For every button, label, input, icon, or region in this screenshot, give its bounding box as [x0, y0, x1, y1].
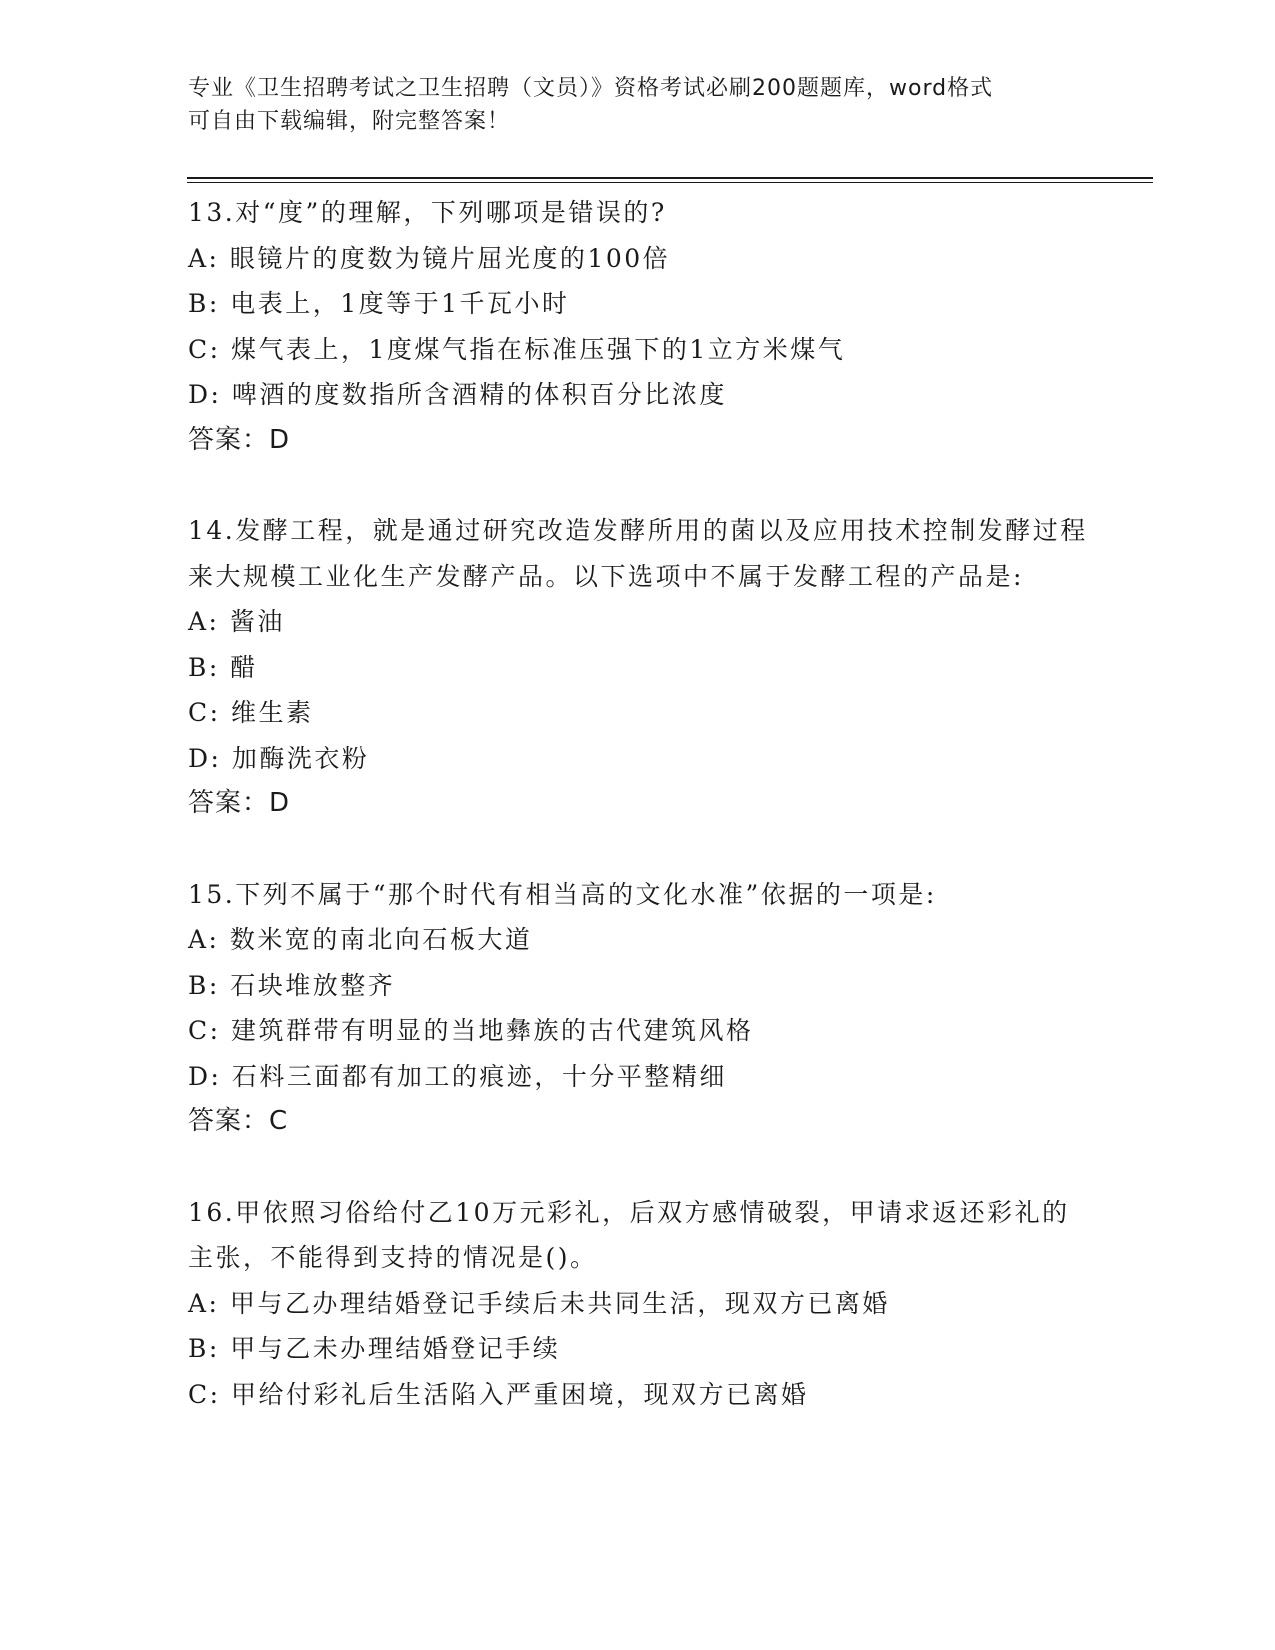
question-stem: 13.对“度”的理解，下列哪项是错误的? [188, 198, 667, 227]
answer: 答案：D [188, 788, 291, 818]
option-c: C: 煤气表上，1度煤气指在标准压强下的1立方米煤气 [188, 334, 846, 364]
question-list [188, 190, 1088, 1417]
question-16 [188, 1190, 1088, 1418]
question-stem: 14.发酵工程，就是通过研究改造发酵所用的菌以及应用技术控制发酵过程来大规模工业化生产发酵产品。以下选项中不属于发酵工程的产品是: [188, 516, 1088, 591]
question-stem: 16.甲依照习俗给付乙10万元彩礼，后双方感情破裂，甲请求返还彩礼的主张，不能得到支持的情况是()。 [188, 1197, 1070, 1272]
option-a: A: 数米宽的南北向石板大道 [188, 925, 533, 954]
document-header [188, 72, 1068, 138]
option-b: B: 醋 [188, 652, 258, 682]
option-c: C: 甲给付彩礼后生活陷入严重困境，现双方已离婚 [188, 1379, 809, 1409]
option-c: C: 建筑群带有明显的当地彝族的古代建筑风格 [188, 1016, 754, 1045]
header-line-1: 专业《卫生招聘考试之卫生招聘（文员）》资格考试必刷200题题库，word格式 [188, 76, 994, 101]
header-line-2: 可自由下载编辑，附完整答案！ [188, 109, 511, 134]
option-b: B: 甲与乙未办理结婚登记手续 [188, 1334, 561, 1363]
option-b: B: 电表上，1度等于1千瓦小时 [188, 289, 570, 318]
question-13 [188, 190, 1088, 463]
option-a: A: 眼镜片的度数为镜片屈光度的100倍 [188, 243, 671, 273]
question-stem: 15.下列不属于“那个时代有相当高的文化水准”依据的一项是: [188, 879, 937, 909]
question-14 [188, 508, 1088, 827]
option-a: A: 甲与乙办理结婚登记手续后未共同生活，现双方已离婚 [188, 1288, 890, 1318]
option-b: B: 石块堆放整齐 [188, 970, 396, 1000]
answer: 答案：D [188, 424, 291, 455]
option-c: C: 维生素 [188, 698, 314, 727]
option-d: D: 石料三面都有加工的痕迹，十分平整精细 [188, 1061, 727, 1091]
header-rule-thin [187, 182, 1153, 183]
option-d: D: 加酶洗衣粉 [188, 743, 370, 773]
question-15 [188, 872, 1088, 1145]
header-rule-thick [187, 177, 1153, 179]
answer: 答案：C [188, 1106, 289, 1136]
option-a: A: 酱油 [188, 607, 285, 636]
option-d: D: 啤酒的度数指所含酒精的体积百分比浓度 [188, 380, 727, 409]
